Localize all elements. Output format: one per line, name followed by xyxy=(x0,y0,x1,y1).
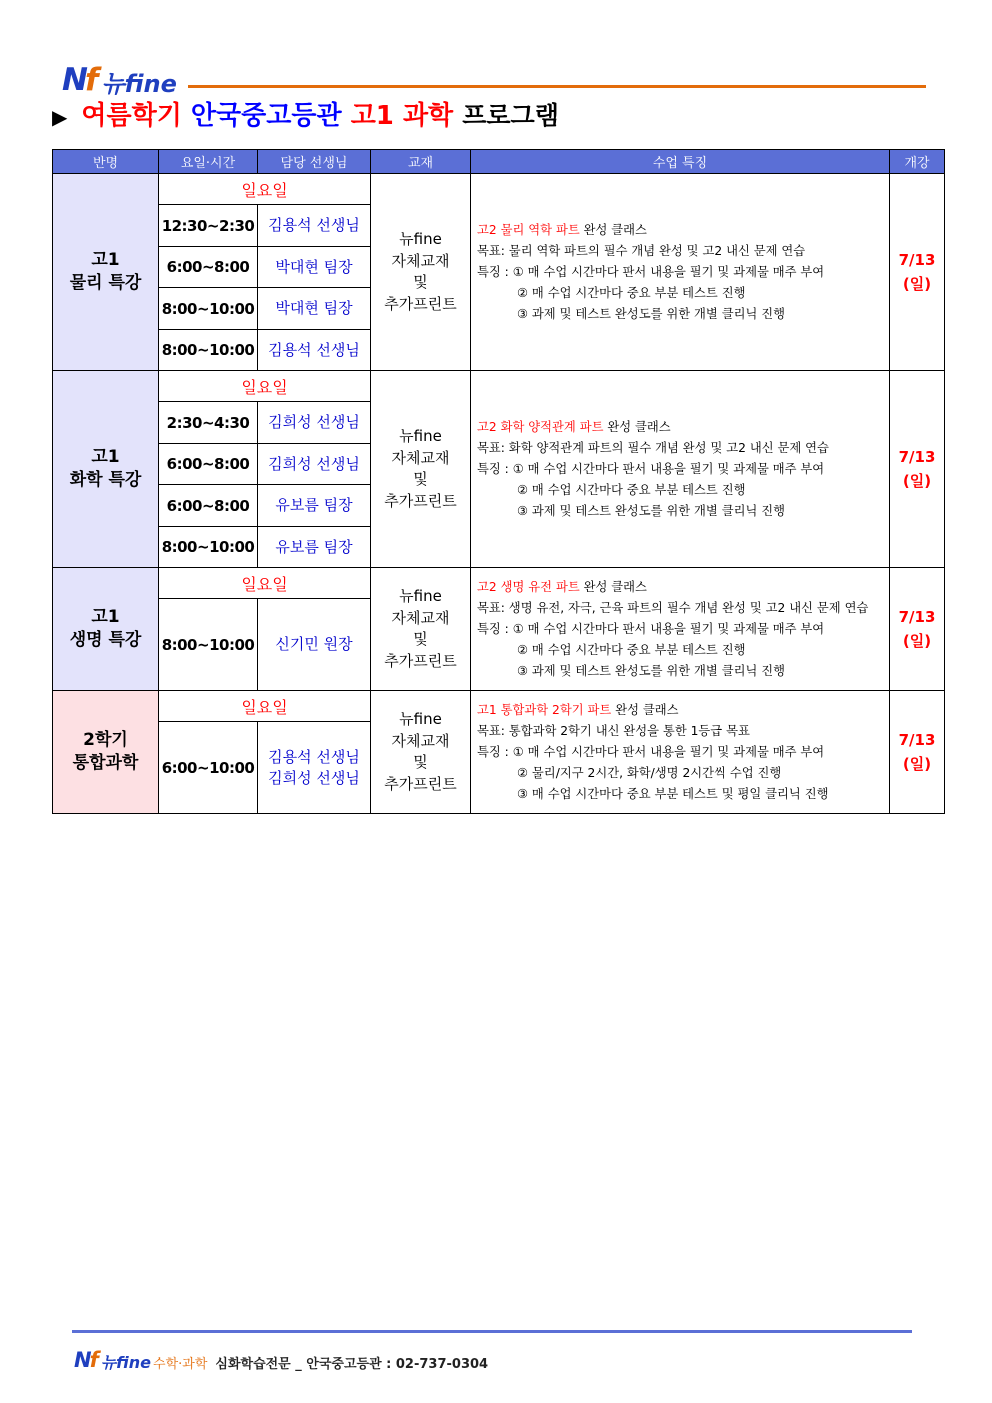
time-cell: 6:00~8:00 xyxy=(159,444,258,485)
header-time: 요일·시간 xyxy=(159,150,258,174)
footer-logo-mark: Nf xyxy=(74,1348,97,1372)
class-name-cell xyxy=(53,568,159,691)
time-cell: 8:00~10:00 xyxy=(159,599,258,691)
day-cell: 일요일 xyxy=(159,568,371,599)
table-row xyxy=(53,371,945,402)
open-date-cell xyxy=(890,568,945,691)
book-line: 뉴fine xyxy=(399,587,442,605)
feature-title-rest: 완성 클래스 xyxy=(611,702,679,717)
program-table xyxy=(52,149,945,814)
day-cell: 일요일 xyxy=(159,691,371,722)
book-line: 자체교재 xyxy=(391,448,450,467)
book-line: 추가프린트 xyxy=(384,294,457,313)
time-cell: 8:00~10:00 xyxy=(159,527,258,568)
open-date-cell xyxy=(890,174,945,371)
book-line: 뉴fine xyxy=(399,427,442,445)
open-date-cell xyxy=(890,371,945,568)
book-line: 및 xyxy=(413,630,428,648)
footer-divider xyxy=(72,1330,912,1333)
table-row xyxy=(53,174,945,205)
feature-cell xyxy=(471,174,890,371)
teacher-name: 김용석 선생님 xyxy=(268,747,360,766)
book-line: 추가프린트 xyxy=(384,491,457,510)
footer-brand: 뉴fine xyxy=(100,1353,152,1372)
feature-cell xyxy=(471,371,890,568)
title-subject: 고1 과학 xyxy=(350,101,454,131)
page-title xyxy=(52,98,559,135)
class-name-line2: 물리 특강 xyxy=(69,273,142,293)
time-cell: 8:00~10:00 xyxy=(159,330,258,371)
open-day: (일) xyxy=(902,755,932,773)
header-divider xyxy=(188,85,926,88)
teacher-cell: 유보름 팀장 xyxy=(258,485,371,527)
teacher-name: 김희성 선생님 xyxy=(268,768,360,787)
feature-goal: 목표: 생명 유전, 자극, 근육 파트의 필수 개념 완성 및 고2 내신 문제 연습 xyxy=(477,600,869,615)
book-line: 추가프린트 xyxy=(384,651,457,670)
open-date: 7/13 xyxy=(898,251,936,269)
teacher-cell: 김희성 선생님 xyxy=(258,444,371,485)
feature-item: 특징 : ① 매 수업 시간마다 판서 내용을 필기 및 과제물 매주 부여 xyxy=(477,264,825,279)
class-name-cell xyxy=(53,174,159,371)
feature-title-rest: 완성 클래스 xyxy=(579,579,647,594)
feature-item: ② 매 수업 시간마다 중요 부분 테스트 진행 xyxy=(517,285,746,300)
feature-goal: 목표: 통합과학 2학기 내신 완성을 통한 1등급 목표 xyxy=(477,723,750,738)
feature-cell xyxy=(471,691,890,814)
teacher-cell: 박대현 팀장 xyxy=(258,247,371,288)
header-open: 개강 xyxy=(890,150,945,174)
time-cell: 8:00~10:00 xyxy=(159,288,258,330)
feature-item: ③ 매 수업 시간마다 중요 부분 테스트 및 평일 클리닉 진행 xyxy=(517,786,829,801)
book-line: 뉴fine xyxy=(399,710,442,728)
time-cell: 6:00~10:00 xyxy=(159,722,258,814)
table-row xyxy=(53,691,945,722)
book-line: 및 xyxy=(413,273,428,291)
open-day: (일) xyxy=(902,472,932,490)
feature-title-rest: 완성 클래스 xyxy=(579,222,647,237)
open-date: 7/13 xyxy=(898,448,936,466)
book-line: 및 xyxy=(413,753,428,771)
logo-mark: Nf xyxy=(62,62,96,98)
feature-goal: 목표: 화학 양적관계 파트의 필수 개념 완성 및 고2 내신 문제 연습 xyxy=(477,440,829,455)
open-day: (일) xyxy=(902,632,932,650)
book-line: 및 xyxy=(413,470,428,488)
class-name-cell xyxy=(53,691,159,814)
teacher-cell xyxy=(258,722,371,814)
feature-title-highlight: 고2 물리 역학 파트 xyxy=(477,222,580,237)
header-teacher: 담당 선생님 xyxy=(258,150,371,174)
class-name-cell xyxy=(53,371,159,568)
brand-logo xyxy=(62,60,177,96)
book-cell xyxy=(371,568,471,691)
book-line: 자체교재 xyxy=(391,731,450,750)
feature-cell xyxy=(471,568,890,691)
feature-title-highlight: 고2 화학 양적관계 파트 xyxy=(477,419,604,434)
book-line: 뉴fine xyxy=(399,230,442,248)
book-cell xyxy=(371,174,471,371)
header-feature: 수업 특징 xyxy=(471,150,890,174)
feature-item: ③ 과제 및 테스트 완성도를 위한 개별 클리닉 진행 xyxy=(517,663,785,678)
title-branch: 안국중고등관 xyxy=(190,101,342,131)
feature-item: ③ 과제 및 테스트 완성도를 위한 개별 클리닉 진행 xyxy=(517,306,785,321)
class-name-line1: 고1 xyxy=(91,447,120,467)
open-day: (일) xyxy=(902,275,932,293)
teacher-cell: 박대현 팀장 xyxy=(258,288,371,330)
class-name-line2: 화학 특강 xyxy=(69,470,142,490)
feature-item: ② 물리/지구 2시간, 화학/생명 2시간씩 수업 진행 xyxy=(517,765,782,780)
time-cell: 12:30~2:30 xyxy=(159,205,258,247)
feature-title-highlight: 고2 생명 유전 파트 xyxy=(477,579,580,594)
title-program: 프로그램 xyxy=(462,101,559,130)
feature-item: ③ 과제 및 테스트 완성도를 위한 개별 클리닉 진행 xyxy=(517,503,785,518)
title-season: 여름학기 xyxy=(81,101,182,131)
feature-item: 특징 : ① 매 수업 시간마다 판서 내용을 필기 및 과제물 매주 부여 xyxy=(477,621,825,636)
table-header-row xyxy=(53,150,945,174)
day-cell: 일요일 xyxy=(159,371,371,402)
header-book: 교재 xyxy=(371,150,471,174)
footer xyxy=(74,1350,488,1371)
time-cell: 6:00~8:00 xyxy=(159,247,258,288)
footer-subject: 수학·과학 xyxy=(153,1357,208,1372)
feature-item: ② 매 수업 시간마다 중요 부분 테스트 진행 xyxy=(517,642,746,657)
class-name-line2: 통합과학 xyxy=(72,753,139,773)
class-name-line1: 2학기 xyxy=(83,730,128,750)
logo-brand: 뉴fine xyxy=(101,70,177,98)
feature-title-highlight: 고1 통합과학 2학기 파트 xyxy=(477,702,612,717)
feature-item: 특징 : ① 매 수업 시간마다 판서 내용을 필기 및 과제물 매주 부여 xyxy=(477,461,825,476)
book-cell xyxy=(371,691,471,814)
table-row xyxy=(53,568,945,599)
class-name-line2: 생명 특강 xyxy=(69,630,142,650)
class-name-line1: 고1 xyxy=(91,607,120,627)
title-marker-icon: ▶ xyxy=(52,105,68,129)
header-class: 반명 xyxy=(53,150,159,174)
feature-item: 특징 : ① 매 수업 시간마다 판서 내용을 필기 및 과제물 매주 부여 xyxy=(477,744,825,759)
feature-title-rest: 완성 클래스 xyxy=(603,419,671,434)
teacher-cell: 신기민 원장 xyxy=(258,599,371,691)
time-cell: 2:30~4:30 xyxy=(159,402,258,444)
open-date: 7/13 xyxy=(898,608,936,626)
book-cell xyxy=(371,371,471,568)
feature-goal: 목표: 물리 역학 파트의 필수 개념 완성 및 고2 내신 문제 연습 xyxy=(477,243,806,258)
time-cell: 6:00~8:00 xyxy=(159,485,258,527)
teacher-cell: 유보름 팀장 xyxy=(258,527,371,568)
open-date: 7/13 xyxy=(898,731,936,749)
feature-item: ② 매 수업 시간마다 중요 부분 테스트 진행 xyxy=(517,482,746,497)
class-name-line1: 고1 xyxy=(91,250,120,270)
day-cell: 일요일 xyxy=(159,174,371,205)
teacher-cell: 김용석 선생님 xyxy=(258,330,371,371)
footer-text: 심화학습전문 _ 안국중고등관 : 02-737-0304 xyxy=(215,1357,489,1372)
book-line: 자체교재 xyxy=(391,251,450,270)
open-date-cell xyxy=(890,691,945,814)
teacher-cell: 김희성 선생님 xyxy=(258,402,371,444)
book-line: 추가프린트 xyxy=(384,774,457,793)
book-line: 자체교재 xyxy=(391,608,450,627)
teacher-cell: 김용석 선생님 xyxy=(258,205,371,247)
